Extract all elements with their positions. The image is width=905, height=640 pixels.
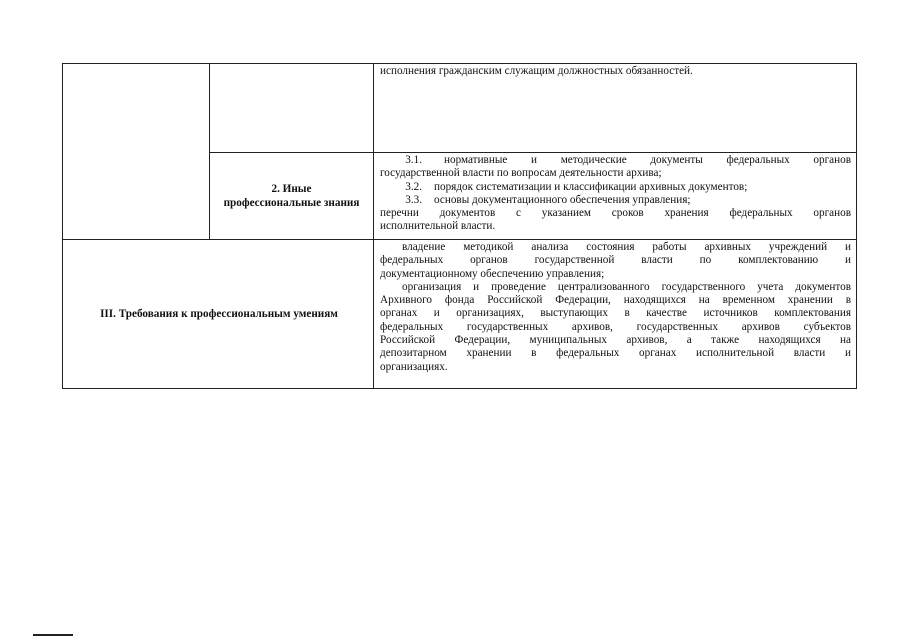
- text-line: Российской Федерации, муниципальных архивов, а также находящихся на: [380, 334, 851, 347]
- section-heading-cell: [210, 153, 374, 240]
- text-line: депозитарном хранении в федеральных органах исполнительной власти и: [380, 347, 851, 360]
- list-item-text: порядок систематизации и классификации архивных документов;: [434, 180, 748, 193]
- table-cell-text: [374, 64, 857, 153]
- section-heading: III. Требования к профессиональным умениям: [100, 308, 338, 320]
- table-row: [63, 240, 857, 389]
- footnote-rule: [33, 634, 73, 636]
- table-cell-text: [374, 240, 857, 389]
- list-item-number: 3.1.: [405, 154, 422, 166]
- text-line: федеральных органов государственной власти по комплектованию и: [380, 254, 851, 267]
- list-item: [380, 154, 851, 167]
- text-line: органах и организациях, выступающих в качестве источников комплектования: [380, 307, 851, 320]
- table-cell-empty-left: [63, 64, 210, 240]
- text-line: организация и проведение централизованного государственного учета документов: [402, 280, 851, 293]
- section-heading-cell: [63, 240, 374, 389]
- text-line: Архивного фонда Российской Федерации, находящихся на временном хранении в: [380, 294, 851, 307]
- text-line: владение методикой анализа состояния работы архивных учреждений и: [402, 241, 851, 253]
- table-cell-empty-middle: [210, 64, 374, 153]
- text-line: перечни документов с указанием сроков хранения федеральных органов: [380, 207, 851, 220]
- list-item-text: основы документационного обеспечения управления;: [434, 193, 691, 206]
- text-line: организациях.: [380, 360, 448, 373]
- table-row: [63, 64, 857, 153]
- text-line: документационному обеспечению управления;: [380, 267, 605, 280]
- section-heading-line: 2. Иные: [271, 183, 312, 195]
- list-item-text: государственной власти по вопросам деятельности архива;: [380, 167, 662, 180]
- table-cell-text: [374, 153, 857, 240]
- list-item-number: 3.2.: [405, 180, 422, 193]
- text-line: федеральных государственных архивов, государственных архивов субъектов: [380, 320, 851, 333]
- text-line: исполнения гражданским служащим должностных обязанностей.: [380, 65, 693, 77]
- list-item-number: 3.3.: [405, 193, 422, 206]
- list-item: [380, 194, 851, 207]
- list-item-text: нормативные и методические документы федеральных органов: [444, 154, 851, 166]
- section-heading-line: профессиональные знания: [223, 197, 360, 209]
- text-line: исполнительной власти.: [380, 220, 496, 233]
- list-item: [380, 181, 851, 194]
- requirements-table: [62, 63, 857, 389]
